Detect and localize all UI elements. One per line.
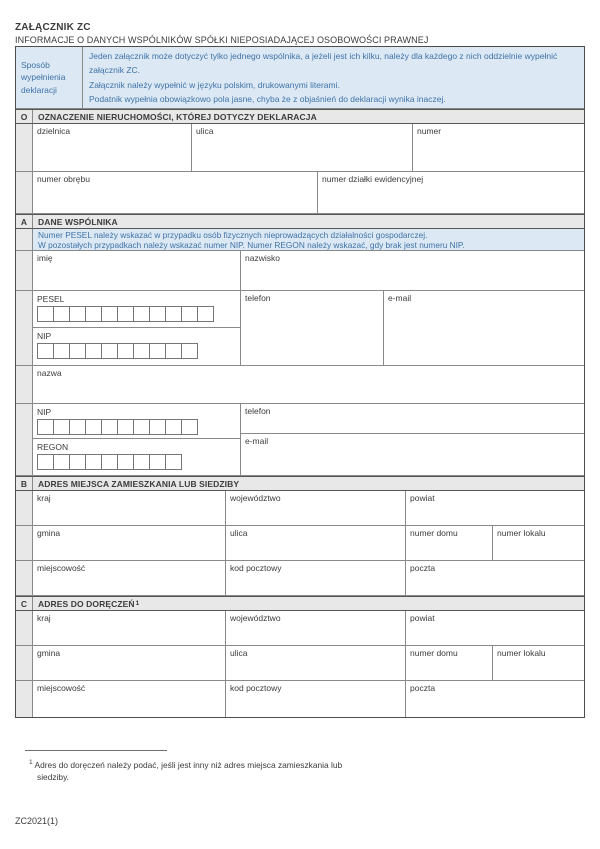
section-b-row-3 [16, 561, 584, 596]
field-powiat-b[interactable] [406, 491, 584, 525]
char-box [165, 343, 182, 359]
row-gutter [16, 251, 33, 290]
section-o-row-property [16, 124, 584, 172]
field-powiat-c[interactable] [406, 611, 584, 645]
field-nazwisko[interactable] [241, 251, 584, 290]
field-label: PESEL [37, 294, 65, 304]
pesel-box-strip[interactable] [37, 306, 240, 322]
field-label: poczta [410, 563, 436, 573]
section-b-letter: B [16, 477, 33, 490]
field-label: kod pocztowy [230, 683, 282, 693]
instruction-line: Jeden załącznik może dotyczyć tylko jednego wspólnika, a jeżeli jest ich kilku, należy dla każdego z nich oddzielnie wypełnić załącznik ZC. [89, 51, 558, 76]
section-c-title-text: ADRES DO DORĘCZEŃ [38, 598, 135, 609]
section-b-row-1 [16, 491, 584, 526]
char-box [133, 343, 150, 359]
char-box [69, 343, 86, 359]
row-gutter [16, 291, 33, 365]
char-box [181, 343, 198, 359]
field-poczta-c[interactable] [406, 681, 584, 717]
char-box [133, 454, 150, 470]
field-numer-domu-b[interactable] [406, 526, 493, 560]
field-label: e-mail [245, 436, 269, 446]
field-kod-pocztowy-c[interactable] [226, 681, 406, 717]
row-gutter [16, 681, 33, 717]
char-box [53, 306, 70, 322]
field-label: numer lokalu [497, 528, 546, 538]
field-label: numer domu [410, 528, 458, 538]
char-box [101, 306, 118, 322]
field-miejscowosc-c[interactable] [33, 681, 226, 717]
row-gutter [16, 404, 33, 475]
section-c-row-1 [16, 611, 584, 646]
row-gutter [16, 526, 33, 560]
field-label: e-mail [388, 293, 412, 303]
field-dzielnica[interactable] [33, 124, 192, 171]
section-o-row-parcel [16, 172, 584, 214]
section-c-header [16, 596, 584, 611]
field-email-person[interactable] [384, 291, 584, 365]
char-box [69, 306, 86, 322]
char-box [85, 419, 102, 435]
field-regon[interactable] [33, 439, 240, 475]
field-telefon-person[interactable] [241, 291, 384, 365]
char-box [101, 343, 118, 359]
char-box [117, 419, 134, 435]
field-pesel[interactable] [33, 291, 240, 328]
field-label: kod pocztowy [230, 563, 282, 573]
field-numer-dzialki-ewidencyjnej[interactable] [318, 172, 584, 213]
field-label: kraj [37, 613, 51, 623]
char-box [133, 419, 150, 435]
regon-box-strip[interactable] [37, 454, 240, 470]
field-kraj-b[interactable] [33, 491, 226, 525]
row-gutter [16, 124, 33, 171]
field-label: numer lokalu [497, 648, 546, 658]
field-label: województwo [230, 613, 281, 623]
field-label: miejscowość [37, 683, 86, 693]
section-a-row-name [16, 251, 584, 291]
section-b-row-2 [16, 526, 584, 561]
char-box [165, 454, 182, 470]
note-line: W pozostałych przypadkach należy wskazać numer NIP. Numer REGON należy wskazać, gdy brak jest numeru NIP. [38, 240, 465, 251]
row-gutter [16, 561, 33, 595]
field-label: ulica [196, 126, 214, 136]
field-label: numer [417, 126, 442, 136]
char-box [37, 306, 54, 322]
instructions-label: Sposób wypełnienia deklaracji [16, 47, 83, 108]
char-box [85, 454, 102, 470]
form-subtitle: INFORMACJE O DANYCH WSPÓLNIKÓW SPÓŁKI NIEPOSIADAJĄCEJ OSOBOWOŚCI PRAWNEJ [15, 34, 429, 45]
section-o-title: OZNACZENIE NIERUCHOMOŚCI, KTÓREJ DOTYCZY DEKLARACJA [38, 111, 317, 122]
field-label: numer domu [410, 648, 458, 658]
char-box [53, 454, 70, 470]
char-box [37, 454, 54, 470]
instructions-text [83, 47, 584, 108]
field-kraj-c[interactable] [33, 611, 226, 645]
section-a-header [16, 214, 584, 229]
instructions-row [16, 47, 584, 109]
field-ulica-c[interactable] [226, 646, 406, 680]
company-id-cell [33, 404, 241, 475]
section-a-title: DANE WSPÓLNIKA [38, 216, 118, 227]
section-a-note [33, 229, 584, 250]
company-contact-cell [241, 404, 584, 475]
person-id-cell [33, 291, 241, 365]
field-label: NIP [37, 407, 52, 417]
field-label: numer działki ewidencyjnej [322, 174, 424, 184]
char-box [197, 306, 214, 322]
row-gutter [16, 491, 33, 525]
section-b-title: ADRES MIEJSCA ZAMIESZKANIA LUB SIEDZIBY [38, 478, 240, 489]
field-numer-lokalu-c[interactable] [493, 646, 584, 680]
char-box [165, 306, 182, 322]
char-box [53, 343, 70, 359]
field-label: telefon [245, 293, 271, 303]
field-label: poczta [410, 683, 436, 693]
field-label: nazwisko [245, 253, 280, 263]
char-box [85, 306, 102, 322]
field-ulica-o[interactable] [192, 124, 413, 171]
field-label: telefon [245, 406, 271, 416]
char-box [133, 306, 150, 322]
char-box [149, 419, 166, 435]
field-label: REGON [37, 442, 69, 452]
instruction-line: Załącznik należy wypełnić w języku polskim, drukowanymi literami. [89, 79, 340, 90]
section-o-letter: O [16, 110, 33, 123]
section-c-row-3 [16, 681, 584, 717]
field-label: ulica [230, 648, 248, 658]
row-gutter [16, 172, 33, 213]
instruction-line: Podatnik wypełnia obowiązkowo pola jasne, chyba że z objaśnień do deklaracji wynika inaczej. [89, 93, 446, 104]
char-box [69, 454, 86, 470]
field-label: ulica [230, 528, 248, 538]
char-box [181, 306, 198, 322]
section-a-row-ids-person [16, 291, 584, 366]
char-box [37, 419, 54, 435]
section-o-header [16, 109, 584, 124]
field-telefon-company[interactable] [241, 404, 584, 434]
field-gmina-b[interactable] [33, 526, 226, 560]
row-gutter [16, 611, 33, 645]
char-box [165, 419, 182, 435]
field-gmina-c[interactable] [33, 646, 226, 680]
char-box [101, 454, 118, 470]
section-a-letter: A [16, 215, 33, 228]
footnote-divider [25, 750, 167, 751]
field-numer[interactable] [413, 124, 584, 171]
field-wojewodztwo-b[interactable] [226, 491, 406, 525]
field-label: NIP [37, 331, 52, 341]
char-box [37, 343, 54, 359]
field-wojewodztwo-c[interactable] [226, 611, 406, 645]
char-box [149, 343, 166, 359]
field-label: kraj [37, 493, 51, 503]
footnote-marker: 1 [29, 759, 33, 766]
section-a-row-ids-company [16, 404, 584, 476]
form-table [15, 46, 585, 718]
field-label: województwo [230, 493, 281, 503]
footnote-text: Adres do doręczeń należy podać, jeśli jest inny niż adres miejsca zamieszkania lub siedziby. [34, 759, 343, 782]
field-nazwa[interactable] [33, 366, 584, 403]
char-box [101, 419, 118, 435]
section-c-title: ADRES DO DORĘCZEŃ 1 [38, 598, 140, 609]
char-box [85, 343, 102, 359]
section-a-note-row [16, 229, 584, 251]
section-c-row-2 [16, 646, 584, 681]
field-label: dzielnica [37, 126, 71, 136]
char-box [117, 343, 134, 359]
note-line: Numer PESEL należy wskazać w przypadku osób fizycznych nieprowadzących działalności gospodarczej. [38, 230, 428, 240]
section-c-letter: C [16, 597, 33, 610]
footnote [29, 757, 373, 783]
char-box [53, 419, 70, 435]
row-gutter [16, 366, 33, 403]
field-nip-person[interactable] [33, 328, 240, 365]
char-box [69, 419, 86, 435]
attachment-title: ZAŁĄCZNIK ZC [15, 22, 91, 33]
field-numer-lokalu-b[interactable] [493, 526, 584, 560]
field-kod-pocztowy-b[interactable] [226, 561, 406, 595]
field-label: miejscowość [37, 563, 86, 573]
field-imie[interactable] [33, 251, 241, 290]
char-box [117, 454, 134, 470]
char-box [181, 419, 198, 435]
field-label: nazwa [37, 368, 62, 378]
field-poczta-b[interactable] [406, 561, 584, 595]
char-box [149, 306, 166, 322]
field-ulica-b[interactable] [226, 526, 406, 560]
section-b-header [16, 476, 584, 491]
field-label: powiat [410, 493, 435, 503]
section-a-row-company-name [16, 366, 584, 404]
field-label: gmina [37, 648, 61, 658]
field-numer-domu-c[interactable] [406, 646, 493, 680]
field-numer-obrebu[interactable] [33, 172, 318, 213]
row-gutter [16, 229, 33, 250]
field-label: gmina [37, 528, 61, 538]
field-label: numer obrębu [37, 174, 90, 184]
row-gutter [16, 646, 33, 680]
form-code: ZC2021(1) [15, 816, 59, 826]
nip-box-strip[interactable] [37, 343, 240, 359]
field-email-company[interactable] [241, 434, 584, 475]
field-miejscowosc-b[interactable] [33, 561, 226, 595]
char-box [149, 454, 166, 470]
field-label: imię [37, 253, 53, 263]
field-label: powiat [410, 613, 435, 623]
nip-box-strip[interactable] [37, 419, 240, 435]
char-box [117, 306, 134, 322]
field-nip-company[interactable] [33, 404, 240, 439]
